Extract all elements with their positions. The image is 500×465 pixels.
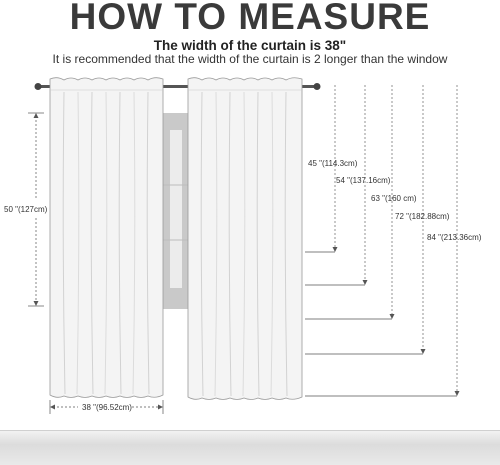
length-63-dimension xyxy=(305,85,417,319)
length-72-dimension xyxy=(305,85,450,354)
panel-width-label: 38 "(96.52cm) xyxy=(82,403,132,412)
curtain-width-caption: The width of the curtain is 38" xyxy=(153,38,347,53)
length-dimensions xyxy=(305,85,482,396)
left-curtain-panel xyxy=(50,78,163,398)
page-title: HOW TO MEASURE xyxy=(69,0,431,37)
floor xyxy=(0,430,500,465)
panel-width-dimension xyxy=(50,400,163,414)
length-45-label: 45 "(114.3cm) xyxy=(308,159,358,168)
recommendation-note: It is recommended that the width of the curtain is 2 longer than the window xyxy=(52,52,448,66)
length-54-label: 54 "(137.16cm) xyxy=(336,176,391,185)
window-height-label: 50 "(127cm) xyxy=(4,205,48,214)
length-84-label: 84 "(213.36cm) xyxy=(427,233,482,242)
right-curtain-panel xyxy=(188,78,302,400)
length-72-label: 72 "(182.88cm) xyxy=(395,212,450,221)
window-frame xyxy=(160,113,192,309)
length-54-dimension xyxy=(305,85,391,285)
length-63-label: 63 "(160 cm) xyxy=(371,194,417,203)
length-45-dimension xyxy=(305,85,358,252)
window-height-dimension xyxy=(4,113,48,306)
length-84-dimension xyxy=(305,85,482,396)
